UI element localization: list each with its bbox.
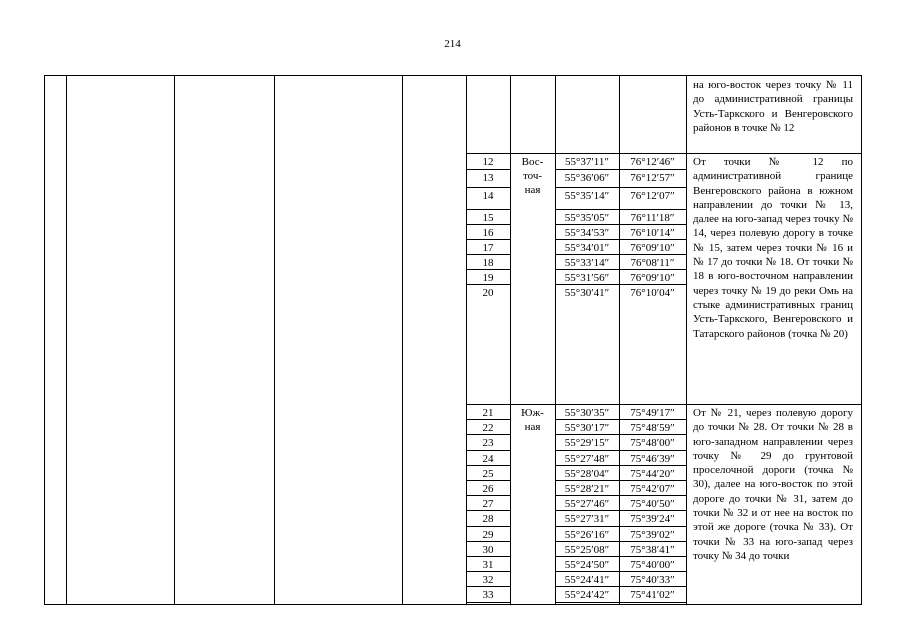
point-number: 19 [482, 272, 494, 284]
point-number: 22 [482, 422, 494, 435]
longitude-value: 75°41′02″ [630, 589, 675, 602]
column-line [861, 75, 862, 605]
point-number: 27 [482, 498, 494, 511]
segment-description: От № 21, через полевую дорогу до точки № 28. От точки № 28 в юго-западном направлении через точку № 29 до грунтовой проселочной дороги (точка № 30), далее на юго-восток по этой дороге до точки № 31, затем до точки № 32 и от нее на восток по этой же дороге (точка № 33). От точки № 33 на юго-запад через точку № 34 до точки [693, 407, 853, 562]
point-number: 17 [482, 242, 494, 254]
longitude-value: 75°40′50″ [630, 498, 675, 511]
latitude-value: 55°25′08″ [564, 543, 610, 556]
latitude-value: 55°34′01″ [564, 242, 610, 254]
latitude-value: 55°27′48″ [564, 452, 610, 465]
point-number: 25 [482, 467, 494, 480]
segment-description: От точки № 12 по административной границе Венгеровского района в южном направлении до точки № 13, далее на юго-запад через точку № 14, через полевую дорогу в точке № 15, затем через точки № 16 и № 17 до точки № 18. От точки № 18 в юго-восточном направлении через точку № 19 до реки Омь на стыке административных границ Усть-Таркского, Венгеровского и Татарского районов (точка № 20) [693, 156, 853, 340]
boundary-table [44, 75, 862, 605]
longitude-value: 76°09′10″ [630, 272, 675, 284]
row-divider [555, 187, 686, 188]
latitude-value: 55°36′06″ [564, 172, 610, 184]
longitude-value: 76°08′11″ [630, 257, 675, 269]
continuation-description: на юго-восток через точку № 11 до административной границы Усть-Таркского и Венгеровского районов в точке № 12 [693, 79, 853, 134]
latitude-value: 55°37′11″ [565, 156, 609, 168]
point-number: 24 [482, 452, 494, 465]
longitude-value: 75°40′00″ [630, 559, 675, 571]
longitude-value: 76°10′04″ [630, 287, 675, 299]
longitude-value: 76°10′14″ [630, 227, 675, 239]
latitude-value: 55°27′31″ [564, 513, 610, 526]
column-line [686, 75, 687, 605]
point-number: 13 [482, 172, 494, 184]
page-number: 214 [444, 38, 461, 50]
latitude-value: 55°30′41″ [564, 287, 610, 299]
point-number: 33 [482, 589, 494, 602]
longitude-value: 75°44′20″ [630, 467, 675, 480]
row-divider [466, 187, 510, 188]
latitude-value: 55°33′14″ [564, 257, 610, 269]
longitude-value: 76°12′07″ [630, 190, 675, 202]
longitude-value: 76°12′57″ [630, 172, 675, 184]
column-line [402, 75, 403, 605]
latitude-value: 55°24′42″ [564, 589, 610, 602]
latitude-value: 55°35′05″ [564, 212, 610, 224]
longitude-value: 76°11′18″ [630, 212, 675, 224]
point-number: 16 [482, 227, 494, 239]
latitude-value: 55°31′56″ [564, 272, 610, 284]
point-number: 18 [482, 257, 494, 269]
point-number: 20 [482, 287, 494, 299]
longitude-value: 75°40′33″ [630, 574, 675, 587]
latitude-value: 55°28′21″ [564, 483, 610, 495]
point-number: 14 [482, 190, 494, 202]
point-number: 15 [482, 212, 494, 224]
column-line [44, 75, 45, 605]
column-line [66, 75, 67, 605]
point-number: 23 [482, 437, 494, 450]
point-number: 31 [482, 559, 494, 571]
longitude-value: 75°42′07″ [630, 483, 675, 495]
point-number: 32 [482, 574, 494, 587]
point-number: 21 [482, 407, 494, 419]
point-number: 26 [482, 483, 494, 495]
latitude-value: 55°30′17″ [564, 422, 610, 435]
direction-label: Юж- ная [521, 407, 544, 433]
latitude-value: 55°28′04″ [564, 467, 610, 480]
longitude-value: 76°12′46″ [630, 156, 675, 168]
latitude-value: 55°24′41″ [564, 574, 610, 587]
table-bottom-border [44, 604, 862, 605]
point-number: 30 [482, 543, 494, 556]
longitude-value: 75°49′17″ [630, 407, 675, 419]
longitude-value: 75°39′24″ [630, 513, 675, 526]
longitude-value: 75°39′02″ [630, 528, 675, 541]
row-divider [555, 209, 686, 210]
latitude-value: 55°29′15″ [564, 437, 610, 450]
latitude-value: 55°27′46″ [564, 498, 610, 511]
row-divider [555, 169, 686, 170]
point-number: 12 [482, 156, 494, 168]
latitude-value: 55°34′53″ [564, 227, 610, 239]
latitude-value: 55°24′50″ [564, 559, 610, 571]
column-line [174, 75, 175, 605]
longitude-value: 75°38′41″ [630, 543, 675, 556]
latitude-value: 55°30′35″ [564, 407, 610, 419]
row-divider [466, 169, 510, 170]
column-line [274, 75, 275, 605]
row-divider [466, 153, 861, 154]
longitude-value: 75°46′39″ [630, 452, 675, 465]
latitude-value: 55°26′16″ [564, 528, 610, 541]
longitude-value: 76°09′10″ [630, 242, 675, 254]
direction-label: Вос- точ- ная [521, 156, 544, 196]
longitude-value: 75°48′59″ [630, 422, 675, 435]
point-number: 28 [482, 513, 494, 526]
latitude-value: 55°35′14″ [564, 190, 610, 202]
row-divider [466, 209, 510, 210]
table-top-border [44, 75, 862, 76]
longitude-value: 75°48′00″ [630, 437, 675, 450]
point-number: 29 [482, 528, 494, 541]
row-divider [466, 404, 861, 405]
